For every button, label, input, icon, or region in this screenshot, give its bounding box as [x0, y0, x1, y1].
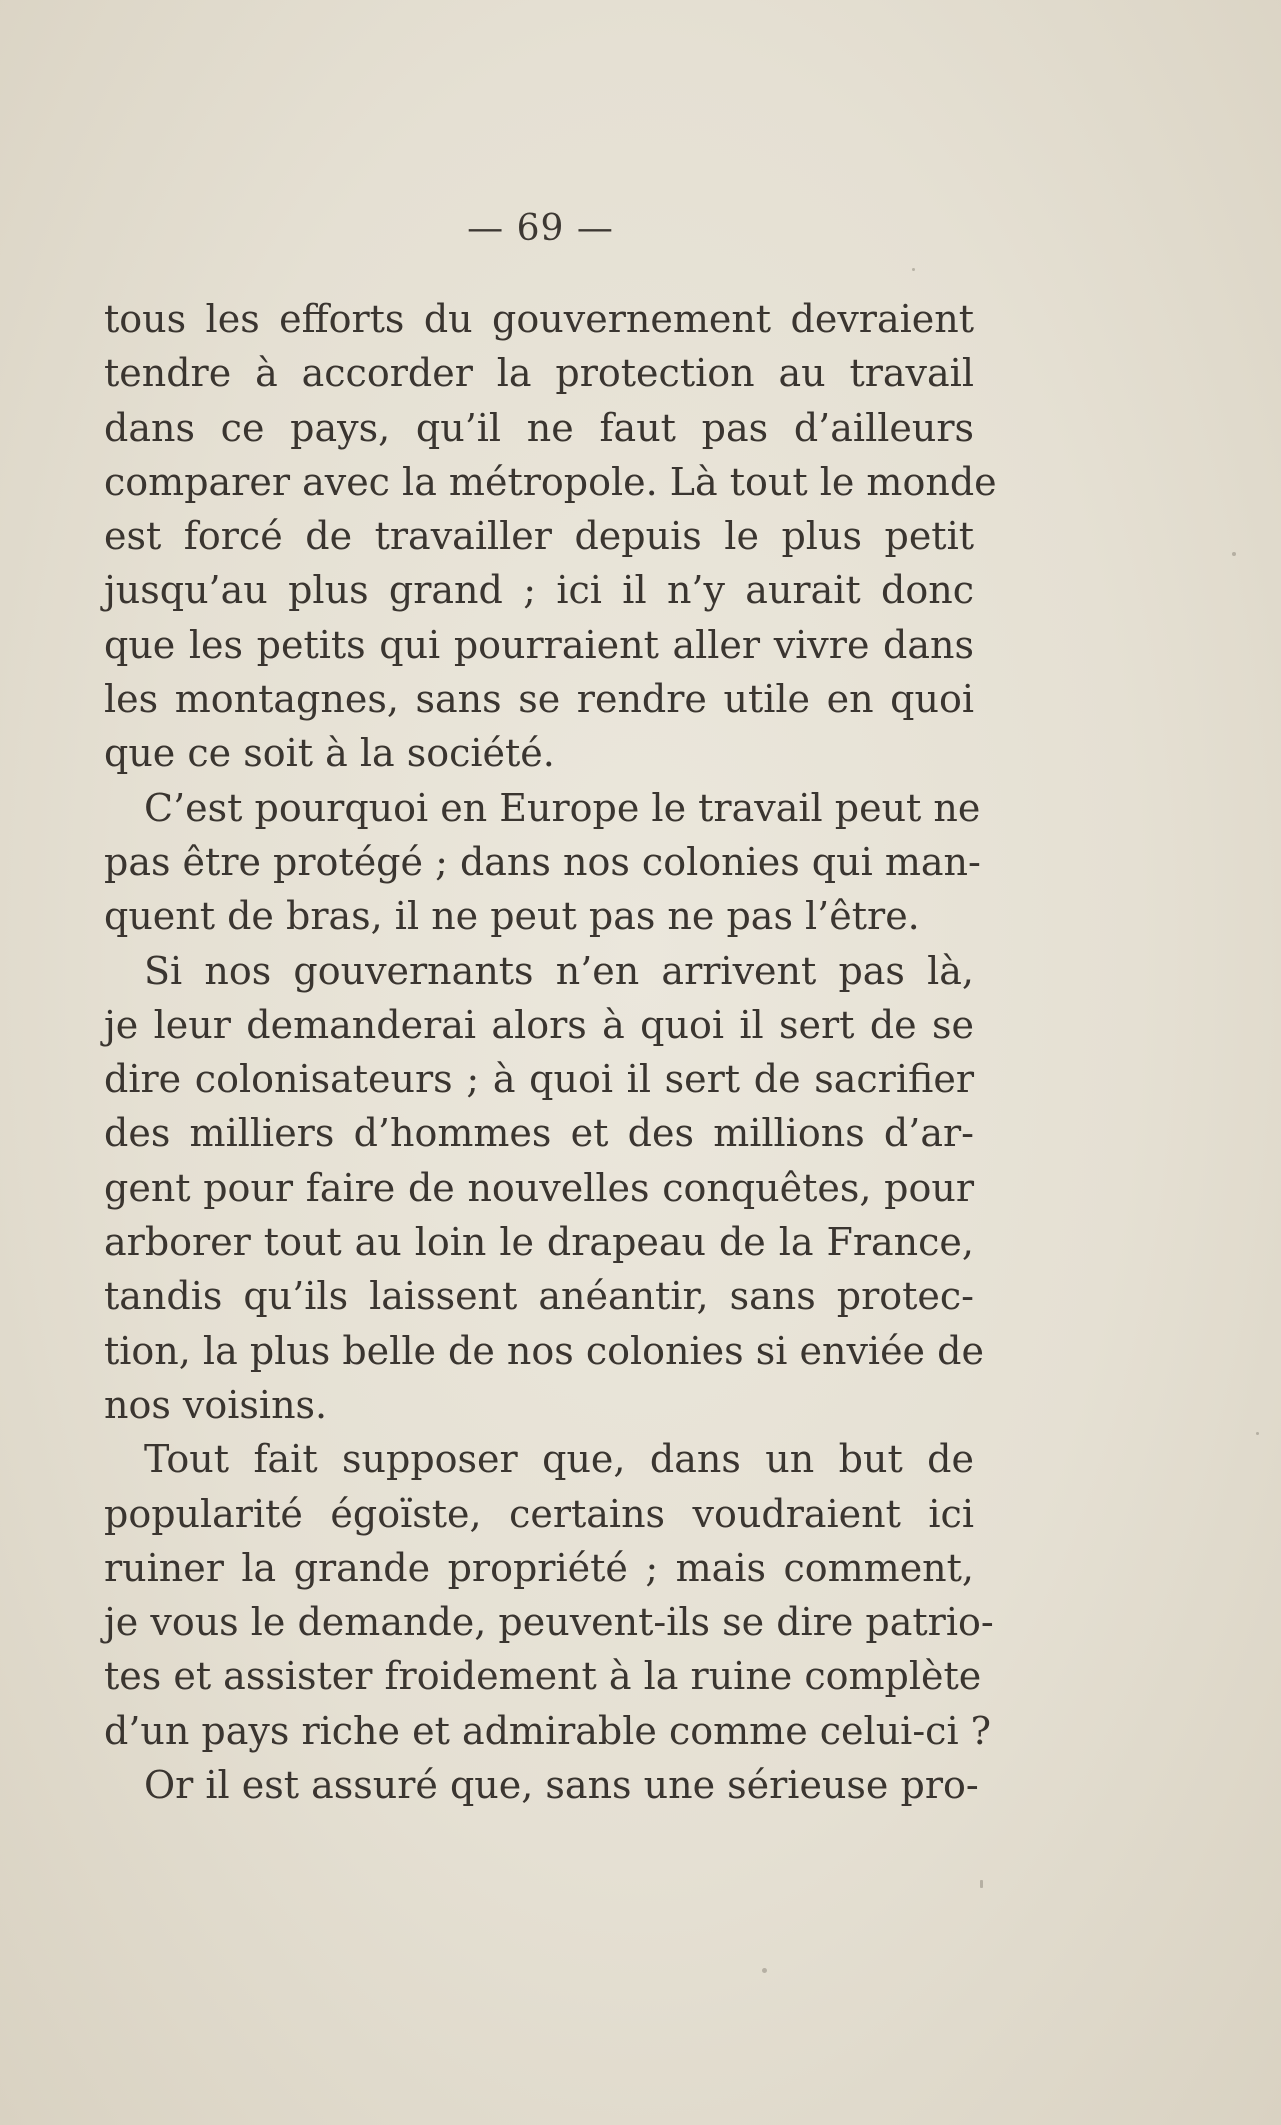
text-line: est forcé de travailler depuis le plus petit [104, 514, 974, 559]
text-line: jusqu’au plus grand ; ici il n’y aurait donc [104, 568, 974, 613]
text-line: les montagnes, sans se rendre utile en quoi [104, 677, 974, 722]
text-line: ruiner la grande propriété ; mais comment, [104, 1545, 974, 1590]
text-line: tandis qu’ils laissent anéantir, sans protec- [104, 1274, 974, 1319]
text-line: tion, la plus belle de nos colonies si enviée de [104, 1328, 984, 1373]
text-line: je leur demanderai alors à quoi il sert de se [104, 1002, 974, 1047]
text-line: comparer avec la métropole. Là tout le monde [104, 459, 997, 504]
text-line: dire colonisateurs ; à quoi il sert de sacrifier [104, 1057, 974, 1102]
paper-speck [1256, 1432, 1259, 1435]
paper-speck [1232, 552, 1236, 556]
text-line: Or il est assuré que, sans une sérieuse pro- [144, 1763, 979, 1808]
text-line: dans ce pays, qu’il ne faut pas d’ailleurs [104, 405, 974, 450]
text-line: tendre à accorder la protection au travail [104, 351, 974, 396]
paper-speck [980, 1880, 983, 1888]
text-line: Si nos gouvernants n’en arrivent pas là, [144, 948, 974, 993]
text-line: Tout fait supposer que, dans un but de [144, 1437, 974, 1482]
text-line: que ce soit à la société. [104, 731, 555, 776]
text-line: gent pour faire de nouvelles conquêtes, pour [104, 1165, 974, 1210]
text-line: quent de bras, il ne peut pas ne pas l’être. [104, 894, 920, 939]
text-line: je vous le demande, peuvent-ils se dire patrio- [104, 1600, 994, 1645]
paper-speck [762, 1968, 767, 1973]
text-line: que les petits qui pourraient aller vivre dans [104, 622, 974, 667]
text-line: nos voisins. [104, 1382, 328, 1427]
page-number: — 69 — [467, 208, 614, 249]
text-line: d’un pays riche et admirable comme celui-ci ? [104, 1708, 992, 1753]
text-line: tes et assister froidement à la ruine complète [104, 1654, 982, 1699]
text-line: popularité égoïste, certains voudraient ici [104, 1491, 974, 1536]
text-line: arborer tout au loin le drapeau de la France, [104, 1220, 974, 1265]
text-line: tous les efforts du gouvernement devraient [104, 297, 974, 341]
text-line: pas être protégé ; dans nos colonies qui man- [104, 839, 981, 884]
paper-speck [912, 268, 915, 271]
text-line: C’est pourquoi en Europe le travail peut ne [144, 785, 981, 830]
body-text [104, 292, 997, 1812]
text-line: des milliers d’hommes et des millions d’ar- [104, 1111, 974, 1156]
